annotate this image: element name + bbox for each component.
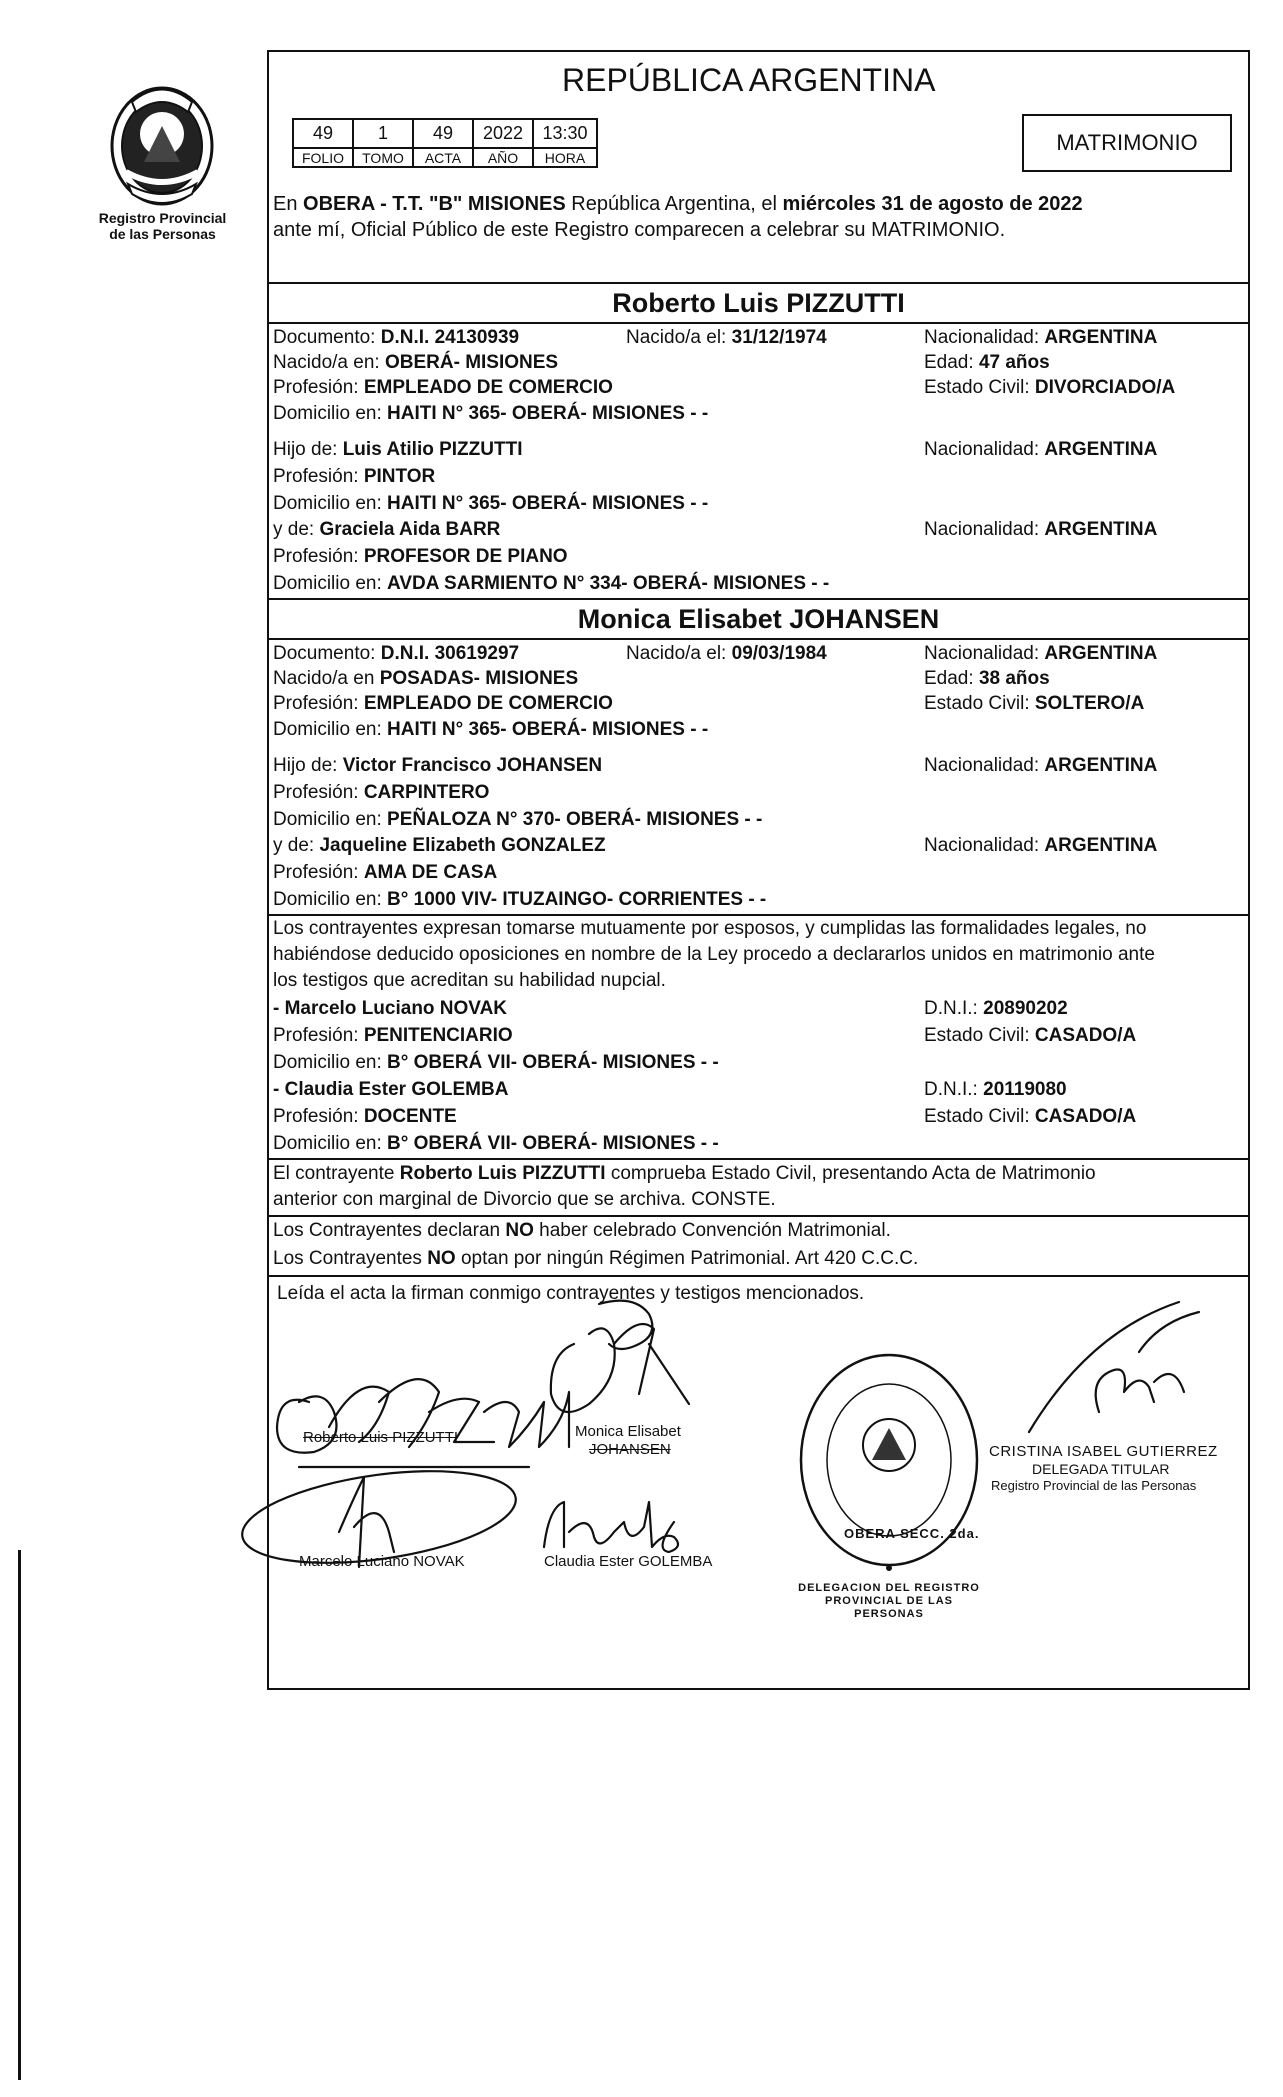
civil-note-line-1: El contrayente Roberto Luis PIZZUTTI comprueba Estado Civil, presentando Acta de Matrimonio <box>273 1163 1096 1184</box>
bride-profession: Profesión: EMPLEADO DE COMERCIO <box>273 693 613 714</box>
bride-mother-nationality: Nacionalidad: ARGENTINA <box>924 835 1158 856</box>
officer-name: CRISTINA ISABEL GUTIERREZ <box>989 1443 1218 1460</box>
witness-1-dni: D.N.I.: 20890202 <box>924 998 1068 1019</box>
bride-mother: y de: Jaqueline Elizabeth GONZALEZ <box>273 835 606 856</box>
seal-ring-text: DELEGACION DEL REGISTRO PROVINCIAL DE LAS PERSONAS <box>798 1582 980 1620</box>
acta-value: 49 <box>413 119 473 148</box>
groom-birth-place: Nacido/a en: OBERÁ- MISIONES <box>273 352 559 373</box>
witness-1-signature-name: Marcelo Luciano NOVAK <box>299 1553 465 1570</box>
groom-father: Hijo de: Luis Atilio PIZZUTTI <box>273 439 523 460</box>
acta-type-box <box>1022 114 1232 172</box>
groom-profession: Profesión: EMPLEADO DE COMERCIO <box>273 377 613 398</box>
groom-father-profession: Profesión: PINTOR <box>273 466 436 487</box>
bride-birth-place: Nacido/a en POSADAS- MISIONES <box>273 668 579 689</box>
hora-value: 13:30 <box>533 119 597 148</box>
officer-signature <box>989 1292 1219 1462</box>
bride-nationality: Nacionalidad: ARGENTINA <box>924 643 1158 664</box>
groom-civil-status: Estado Civil: DIVORCIADO/A <box>924 377 1176 398</box>
declaration-line-2: habiéndose deducido oposiciones en nombre de la Ley procedo a declararlos unidos en matrimonio ante <box>273 944 1155 965</box>
registry-name-line2: de las Personas <box>109 226 216 242</box>
officer-title: DELEGADA TITULAR <box>1032 1461 1170 1477</box>
bride-address: Domicilio en: HAITI N° 365- OBERÁ- MISIONES - - <box>273 719 709 740</box>
declaration-line-1: Los contrayentes expresan tomarse mutuamente por esposos, y cumplidas las formalidades legales, no <box>273 918 1147 939</box>
bride-document: Documento: D.N.I. 30619297 <box>273 643 520 664</box>
bride-signature-name-1: Monica Elisabet <box>575 1423 681 1440</box>
groom-father-nationality: Nacionalidad: ARGENTINA <box>924 439 1158 460</box>
closing-statement: Leída el acta la firman conmigo contrayentes y testigos mencionados. <box>277 1283 865 1304</box>
bride-civil-status: Estado Civil: SOLTERO/A <box>924 693 1145 714</box>
witness-2-signature-name: Claudia Ester GOLEMBA <box>544 1553 713 1570</box>
witness-1-name: - Marcelo Luciano NOVAK <box>273 998 508 1019</box>
groom-father-address: Domicilio en: HAITI N° 365- OBERÁ- MISIONES - - <box>273 493 709 514</box>
witness-1-signature <box>229 1457 519 1602</box>
bride-father-profession: Profesión: CARPINTERO <box>273 782 490 803</box>
tomo-value: 1 <box>353 119 413 148</box>
bride-age: Edad: 38 años <box>924 668 1050 689</box>
groom-address: Domicilio en: HAITI N° 365- OBERÁ- MISIONES - - <box>273 403 709 424</box>
intro-line-1: En OBERA - T.T. "B" MISIONES República Argentina, el miércoles 31 de agosto de 2022 <box>273 193 1083 215</box>
witness-1-profession: Profesión: PENITENCIARIO <box>273 1025 513 1046</box>
declaration-line-3: los testigos que acreditan su habilidad nupcial. <box>273 970 666 991</box>
marriage-certificate <box>267 50 1250 1690</box>
groom-birth-date: Nacido/a el: 31/12/1974 <box>626 327 827 348</box>
acta-label: ACTA <box>413 148 473 167</box>
witness-2-civil-status: Estado Civil: CASADO/A <box>924 1106 1137 1127</box>
ano-value: 2022 <box>473 119 533 148</box>
ano-label: AÑO <box>473 148 533 167</box>
margin-line <box>18 1550 21 2080</box>
witness-2-address: Domicilio en: B° OBERÁ VII- OBERÁ- MISIONES - - <box>273 1133 719 1154</box>
bride-name: Monica Elisabet JOHANSEN <box>577 604 940 634</box>
provincial-seal-icon <box>92 72 232 212</box>
groom-nationality: Nacionalidad: ARGENTINA <box>924 327 1158 348</box>
hora-label: HORA <box>533 148 597 167</box>
bride-birth-date: Nacido/a el: 09/03/1984 <box>626 643 827 664</box>
registry-name-line1: Registro Provincial <box>98 210 227 226</box>
groom-document: Documento: D.N.I. 24130939 <box>273 327 520 348</box>
bride-mother-profession: Profesión: AMA DE CASA <box>273 862 498 883</box>
record-grid <box>292 118 598 168</box>
witness-2-name: - Claudia Ester GOLEMBA <box>273 1079 509 1100</box>
witness-1-address: Domicilio en: B° OBERÁ VII- OBERÁ- MISIONES - - <box>273 1052 719 1073</box>
witness-1-civil-status: Estado Civil: CASADO/A <box>924 1025 1137 1046</box>
page-title: REPÚBLICA ARGENTINA <box>562 62 936 98</box>
groom-mother-address: Domicilio en: AVDA SARMIENTO N° 334- OBERÁ- MISIONES - - <box>273 573 830 594</box>
groom-age: Edad: 47 años <box>924 352 1050 373</box>
acta-type: MATRIMONIO <box>1056 130 1198 155</box>
intro-line-2: ante mí, Oficial Público de este Registro comparecen a celebrar su MATRIMONIO. <box>273 219 1006 241</box>
bride-father-address: Domicilio en: PEÑALOZA N° 370- OBERÁ- MISIONES - - <box>273 809 763 830</box>
tomo-label: TOMO <box>353 148 413 167</box>
groom-mother: y de: Graciela Aida BARR <box>273 519 501 540</box>
witness-2-dni: D.N.I.: 20119080 <box>924 1079 1067 1100</box>
witness-2-profession: Profesión: DOCENTE <box>273 1106 457 1127</box>
registry-logo <box>92 72 232 212</box>
officer-registry: Registro Provincial de las Personas <box>991 1478 1197 1493</box>
regime-line-2: Los Contrayentes NO optan por ningún Régimen Patrimonial. Art 420 C.C.C. <box>273 1248 919 1269</box>
bride-mother-address: Domicilio en: B° 1000 VIV- ITUZAINGO- CORRIENTES - - <box>273 889 767 910</box>
bride-signature-name-2: JOHANSEN <box>589 1441 671 1458</box>
groom-mother-profession: Profesión: PROFESOR DE PIANO <box>273 546 568 567</box>
groom-name: Roberto Luis PIZZUTTI <box>612 288 905 318</box>
groom-mother-nationality: Nacionalidad: ARGENTINA <box>924 519 1158 540</box>
folio-value: 49 <box>293 119 353 148</box>
seal-bottom-text: OBERA SECC. 2da. <box>844 1526 980 1541</box>
regime-line-1: Los Contrayentes declaran NO haber celebrado Convención Matrimonial. <box>273 1220 891 1241</box>
bride-father: Hijo de: Victor Francisco JOHANSEN <box>273 755 603 776</box>
bride-father-nationality: Nacionalidad: ARGENTINA <box>924 755 1158 776</box>
civil-note-line-2: anterior con marginal de Divorcio que se archiva. CONSTE. <box>273 1189 776 1210</box>
folio-label: FOLIO <box>293 148 353 167</box>
groom-signature-name: Roberto Luis PIZZUTTI <box>303 1429 459 1446</box>
